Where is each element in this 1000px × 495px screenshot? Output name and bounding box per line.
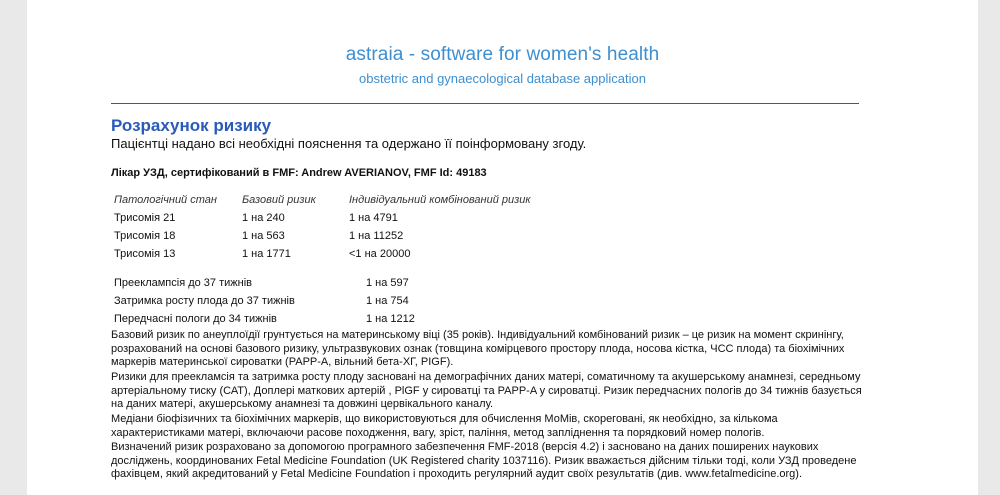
note-paragraph: Базовий ризик по анеуплоїдії грунтується на материнському віці (35 років). Індивідуальний комбінований ризик – це ризик на момент скринінгу, розрахований на основі базового ризику, ультразвукових ознак (товщина комірцевого простору плода, носова кістка, ЧСС плода) та біохімічних маркерів материнської сироватки (PAPP-A, вільний бета-ХГ, PIGF). [111, 329, 845, 368]
other-risk-value: 1 на 754 [366, 295, 409, 307]
table-header-individual-risk: Індивідуальний комбінований ризик [349, 194, 531, 206]
table-header-condition: Патологічний стан [114, 194, 217, 206]
header-divider [111, 103, 859, 104]
note-paragraph: Визначений ризик розраховано за допомогою програмного забезпечення FMF-2018 (версія 4.2) і засновано на даних поширених наукових досліджень, координованих Fetal Medicine Foundation (UK Registered charity 1037116). Ризик вважається дійсним тільки тоді, коли УЗД проведене фахівцем, який акредитований у Fetal Medicine Foundation і проходить регулярний аудит своїх результатів (див. www.fetalmedicine.org). [111, 441, 857, 480]
section-title: Розрахунок ризику [111, 116, 272, 135]
table-row-condition: Трисомія 18 [114, 230, 176, 242]
table-row-base-risk: 1 на 240 [242, 212, 285, 224]
table-row-individual-risk: 1 на 11252 [349, 230, 404, 242]
brand-tagline: obstetric and gynaecological database application [359, 71, 646, 86]
table-row-condition: Трисомія 13 [114, 248, 176, 260]
table-row-individual-risk: 1 на 4791 [349, 212, 398, 224]
table-row-base-risk: 1 на 563 [242, 230, 285, 242]
brand-title: astraia - software for women's health [345, 44, 660, 65]
note-paragraph: Ризики для преекламсія та затримка росту плоду засновані на демографічних даних матері, соматичному та акушерському анамнезі, середньому артеріальному тиску (САТ), Доплері маткових артерій , PlGF у сироватці та PAPP-A у сироватці. Ризик передчасних пологів до 34 тижнів базується на даних матері, акушерському анамнезі та довжині цервікального каналу. [111, 371, 862, 410]
other-risk-condition: Затримка росту плода до 37 тижнів [114, 295, 295, 307]
consent-text: Пацієнтці надано всі необхідні пояснення та одержано її поінформовану згоду. [111, 136, 587, 151]
table-row-individual-risk: <1 на 20000 [349, 248, 411, 260]
other-risk-value: 1 на 597 [366, 277, 409, 289]
other-risk-value: 1 на 1212 [366, 313, 415, 325]
other-risk-condition: Прееклампсія до 37 тижнів [114, 277, 252, 289]
note-paragraph: Медіани біофізичних та біохімічних маркерів, що використовуються для обчислення МоМів, скореговані, як необхідно, за кількома характеристиками матері, включаючи расове походження, вагу, зріст, паління, метод запліднення та порядковий номер пологів. [111, 413, 778, 439]
table-header-base-risk: Базовий ризик [242, 194, 316, 206]
table-row-condition: Трисомія 21 [114, 212, 176, 224]
report-page [27, 0, 978, 495]
doctor-line: Лікар УЗД, сертифікований в FMF: Andrew AVERIANOV, FMF Id: 49183 [111, 167, 487, 179]
table-row-base-risk: 1 на 1771 [242, 248, 291, 260]
other-risk-condition: Передчасні пологи до 34 тижнів [114, 313, 277, 325]
